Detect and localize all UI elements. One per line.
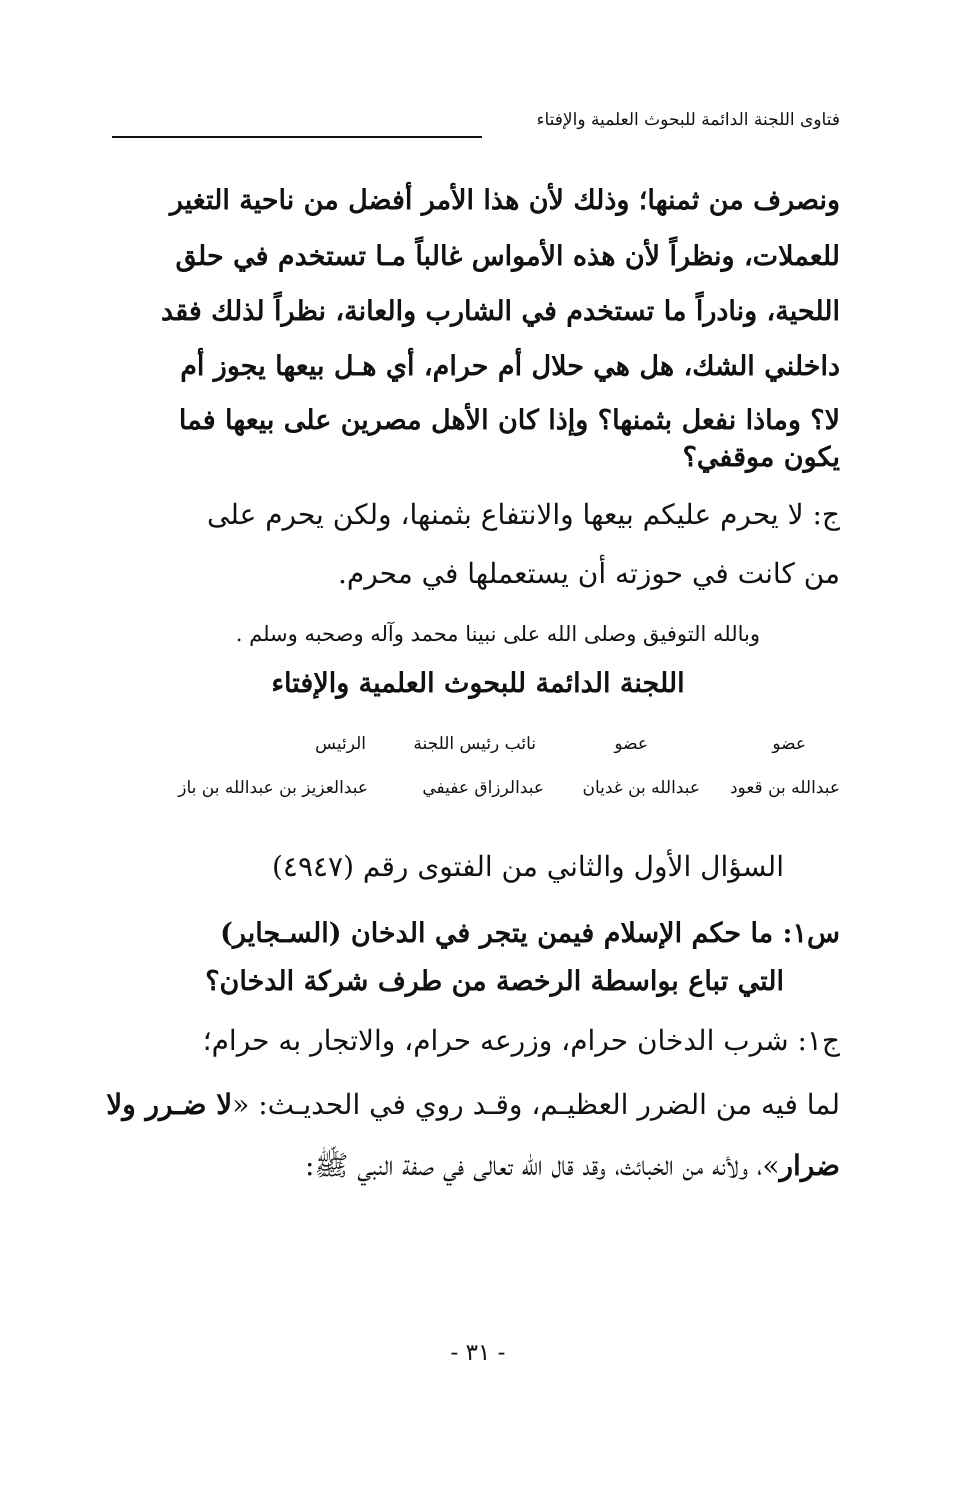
role-member-1: عضو	[772, 734, 806, 754]
closing-prayer: وبالله التوفيق وصلى الله على نبينا محمد وآله وصحبه وسلم .	[235, 622, 760, 646]
answer1-text: »، ولأنه من الخبائث، وقد قال الله تعالى في صفة النبي ﷺ:	[305, 1149, 780, 1182]
role-member-2: عضو	[614, 734, 648, 754]
fatwa-heading: السؤال الأول والثاني من الفتوى رقم (٤٩٤٧)	[271, 850, 784, 883]
signatory-name: عبدالله بن قعود	[729, 778, 840, 798]
question-line: للعملات، ونظراً لأن هذه الأمواس غالباً مـا تستخدم في حلق	[175, 241, 840, 272]
answer-line: من كانت في حوزته أن يستعملها في محرم.	[337, 557, 840, 590]
question-line: لا؟ وماذا نفعل بثمنها؟ وإذا كان الأهل مصرين على بيعها فما	[178, 405, 840, 436]
signatory-name: عبدالرزاق عفيفي	[422, 778, 544, 798]
committee-title: اللجنة الدائمة للبحوث العلمية والإفتاء	[271, 668, 685, 699]
question-line: داخلني الشك، هل هي حلال أم حرام، أي هـل بيعها يجوز أم	[180, 351, 840, 382]
question1-line: التي تباع بواسطة الرخصة من طرف شركة الدخان؟	[205, 966, 784, 997]
hadith-quote: لا ضـرر ولا	[106, 1088, 233, 1121]
role-chair: الرئيس	[315, 734, 366, 754]
question-line: اللحية، ونادراً ما تستخدم في الشارب والعانة، نظراً لذلك فقد	[161, 296, 840, 327]
header-title: فتاوى اللجنة الدائمة للبحوث العلمية والإفتاء	[536, 110, 840, 130]
hadith-quote: ضرار	[779, 1149, 840, 1182]
signatory-name: عبدالعزيز بن عبدالله بن باز	[178, 778, 368, 798]
signatory-names	[116, 778, 840, 808]
running-header	[112, 104, 840, 144]
header-rule	[112, 136, 482, 138]
signatory-roles	[116, 734, 840, 764]
signatory-name: عبدالله بن غديان	[582, 778, 700, 798]
question-line: ونصرف من ثمنها؛ وذلك لأن هذا الأمر أفضل من ناحية التغير	[169, 185, 840, 216]
answer1-text: لما فيه من الضرر العظيـم، وقـد روي في الحديـث: «	[232, 1088, 840, 1121]
answer1-line	[305, 1149, 840, 1189]
role-deputy-chair: نائب رئيس اللجنة	[413, 734, 536, 754]
answer1-line	[106, 1088, 840, 1121]
question1-line: س١: ما حكم الإسلام فيمن يتجر في الدخان (السـجاير)	[220, 918, 840, 949]
answer-line: ج: لا يحرم عليكم بيعها والانتفاع بثمنها، ولكن يحرم على	[206, 498, 840, 531]
question-line: يكون موقفي؟	[682, 442, 840, 473]
page-number: - ٣١ -	[450, 1340, 506, 1366]
answer1-line: ج١: شرب الدخان حرام، وزرعه حرام، والاتجار به حرام؛	[202, 1024, 840, 1057]
